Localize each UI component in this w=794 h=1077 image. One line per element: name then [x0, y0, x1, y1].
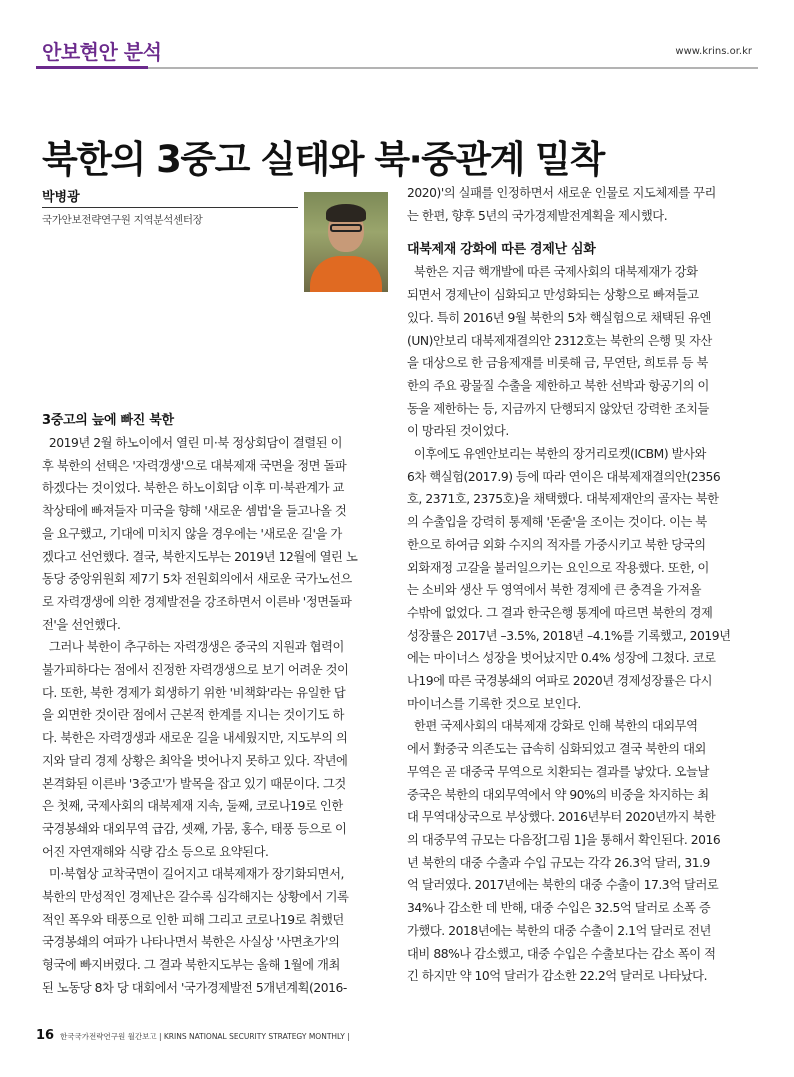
author-name: 박병광 — [42, 190, 80, 205]
body-text-line: 는 소비와 생산 두 영역에서 북한 경제에 큰 충격을 가져올 — [407, 583, 701, 598]
body-text-line: 을 외면한 것이란 점에서 근본적 한계를 지니는 것이기도 하 — [42, 708, 344, 723]
body-text-line: 국경봉쇄의 여파가 나타나면서 북한은 사실상 '사면초가'의 — [42, 935, 340, 950]
body-text-line: 북한은 지금 핵개발에 따른 국제사회의 대북제재가 강화 — [407, 265, 698, 280]
body-text-line: 이후에도 유엔안보리는 북한의 장거리로켓(ICBM) 발사와 — [407, 447, 706, 462]
body-text-line: 무역은 곧 대중국 무역으로 치환되는 결과를 낳았다. 오늘날 — [407, 764, 709, 779]
body-text-line: 미·북협상 교착국면이 길어지고 대북제재가 장기화되면서, — [42, 867, 344, 882]
body-text-line: 가했다. 2018년에는 북한의 대중 수출이 2.1억 달러로 전년 — [407, 923, 711, 938]
body-text-line: 에서 對중국 의존도는 급속히 심화되었고 결국 북한의 대외 — [407, 742, 706, 757]
body-text-line: 본격화된 이른바 '3중고'가 발목을 잡고 있기 때문이다. 그것 — [42, 776, 346, 791]
body-text-line: 후 북한의 선택은 '자력갱생'으로 대북제재 국면을 정면 돌파 — [42, 458, 347, 473]
body-text-line: 전'을 선언했다. — [42, 617, 121, 632]
section-label: 안보현안 분석 — [42, 40, 162, 64]
body-text-line: 외화재정 고갈을 불러일으키는 요인으로 작용했다. 또한, 이 — [407, 560, 709, 575]
left-column — [42, 410, 388, 1000]
body-text-line: 불가피하다는 점에서 진정한 자력갱생으로 보기 어려운 것이 — [42, 663, 349, 678]
section-heading-triple-hardship: 3중고의 늪에 빠진 북한 — [42, 413, 174, 428]
body-text-line: 대비 88%나 감소했고, 대중 수입은 수출보다는 감소 폭이 적 — [407, 946, 716, 961]
body-text-line: 호, 2371호, 2375호)을 채택했다. 대북제재안의 골자는 북한 — [407, 492, 719, 507]
body-text-line: 되면서 경제난이 심화되고 만성화되는 상황으로 빠져들고 — [407, 288, 699, 303]
body-text-line: 겠다고 선언했다. 결국, 북한지도부는 2019년 12월에 열린 노 — [42, 549, 358, 564]
page-header — [36, 34, 758, 74]
body-text-line: 로 자력갱생에 의한 경제발전을 강조하면서 이른바 '정면돌파 — [42, 594, 352, 609]
body-text-line: 성장률은 2017년 –3.5%, 2018년 –4.1%를 기록했고, 2019년 — [407, 628, 731, 643]
body-text-line: 중국은 북한의 대외무역에서 약 90%의 비중을 차지하는 최 — [407, 787, 709, 802]
body-text-line: 국경봉쇄와 대외무역 급감, 셋째, 가뭄, 홍수, 태풍 등으로 이 — [42, 821, 347, 836]
body-text-line: 형국에 빠지버렸다. 그 결과 북한지도부는 올해 1월에 개최 — [42, 958, 340, 973]
body-text-line: 한의 주요 광물질 수출을 제한하고 북한 선박과 항공기의 이 — [407, 378, 709, 393]
body-text-line: 는 한편, 향후 5년의 국가경제발전계획을 제시했다. — [407, 208, 668, 223]
body-text-line: 있다. 특히 2016년 9월 북한의 5차 핵실험으로 채택된 유엔 — [407, 310, 711, 325]
body-text-line: 대 무역대상국으로 부상했다. 2016년부터 2020년까지 북한 — [407, 810, 716, 825]
right-column — [407, 182, 753, 988]
body-text-line: 이 망라된 것이었다. — [407, 424, 509, 439]
body-text-line: 의 수출입을 강력히 통제해 '돈줄'을 조이는 것이다. 이는 북 — [407, 515, 707, 530]
body-text-line: 지와 달리 경제 상황은 최악을 벗어나지 못하고 있다. 작년에 — [42, 753, 348, 768]
body-text-line: 억 달러였다. 2017년에는 북한의 대중 수출이 17.3억 달러로 — [407, 878, 719, 893]
body-text-line: 2020)'의 실패를 인정하면서 새로운 인물로 지도체제를 꾸리 — [407, 186, 716, 200]
page-number: 16 — [36, 1028, 55, 1043]
body-text-line: 을 요구했고, 기대에 미치지 않을 경우에는 '새로운 길'을 가 — [42, 526, 342, 541]
body-text-line: 다. 또한, 북한 경제가 회생하기 위한 '비책화'라는 유일한 답 — [42, 685, 346, 700]
body-text-line: 동을 제한하는 등, 지금까지 단행되지 않았던 강력한 조치들 — [407, 401, 709, 416]
body-text-line: (UN)안보리 대북제재결의안 2312호는 북한의 은행 및 자산 — [407, 333, 712, 348]
author-photo — [304, 192, 388, 292]
body-text-line: 2019년 2월 하노이에서 열린 미·북 정상회담이 결렬된 이 — [42, 436, 343, 450]
body-text-line: 6차 핵실험(2017.9) 등에 따라 연이은 대북제재결의안(2356 — [407, 469, 721, 484]
body-text-line: 하겠다는 것이었다. 북한은 하노이회담 이후 미·북관계가 교 — [42, 481, 344, 496]
body-text-line: 적인 폭우와 태풍으로 인한 피해 그리고 코로나19로 취했던 — [42, 912, 344, 927]
body-text-line: 의 대중무역 규모는 다음장[그림 1]을 통해서 확인된다. 2016 — [407, 832, 721, 847]
publication-name: 한국국가전략연구원 월간보고 | KRINS NATIONAL SECURITY STRATEGY MONTHLY | — [60, 1032, 350, 1041]
body-text-line: 동당 중앙위원회 제7기 5차 전원회의에서 새로운 국가노선으 — [42, 572, 352, 587]
author-affiliation: 국가안보전략연구원 지역분석센터장 — [42, 214, 203, 226]
body-text-line: 긴 하지만 약 10억 달러가 감소한 22.2억 달러로 나타났다. — [407, 969, 708, 984]
body-text-line: 북한의 만성적인 경제난은 갈수록 심각해지는 상황에서 기록 — [42, 890, 349, 905]
section-heading-sanctions: 대북제재 강화에 따른 경제난 심화 — [407, 242, 596, 258]
author-block — [42, 186, 388, 296]
body-text-line: 된 노동당 8차 당 대회에서 '국가경제발전 5개년계획(2016- — [42, 980, 347, 995]
body-text-line: 수밖에 없었다. 그 결과 한국은행 통계에 따르면 북한의 경제 — [407, 605, 713, 620]
body-text-line: 그러나 북한이 추구하는 자력갱생은 중국의 지원과 협력이 — [42, 640, 344, 655]
body-text-line: 34%나 감소한 데 반해, 대중 수입은 32.5억 달러로 소폭 증 — [407, 901, 711, 916]
body-text-line: 어진 자연재해와 식량 감소 등으로 요약된다. — [42, 844, 269, 859]
body-text-line: 을 대상으로 한 금융제재를 비롯해 금, 무연탄, 희토류 등 북 — [407, 356, 708, 371]
body-text-line: 착상태에 빠져들자 미국을 향해 '새로운 셈법'을 들고나올 것 — [42, 504, 347, 519]
page-footer — [36, 1028, 758, 1048]
body-text-line: 년 북한의 대중 수출과 수입 규모는 각각 26.3억 달러, 31.9 — [407, 855, 710, 870]
body-text-line: 은 첫째, 국제사회의 대북제재 지속, 둘째, 코로나19로 인한 — [42, 799, 343, 814]
body-text-line: 나19에 따른 국경봉쇄의 여파로 2020년 경제성장률은 다시 — [407, 674, 713, 689]
body-text-line: 에는 마이너스 성장을 벗어났지만 0.4% 성장에 그쳤다. 코로 — [407, 651, 716, 666]
body-text-line: 한으로 하여금 외화 수지의 적자를 가중시키고 북한 당국의 — [407, 537, 706, 552]
site-url[interactable]: www.krins.or.kr — [675, 46, 752, 57]
body-text-line: 마이너스를 기록한 것으로 보인다. — [407, 696, 581, 711]
article-title: 북한의 3중고 실태와 북·중관계 밀착 — [42, 137, 604, 181]
author-divider — [42, 207, 298, 208]
header-accent-bar — [36, 66, 148, 69]
body-text-line: 다. 북한은 자력갱생과 새로운 길을 내세웠지만, 지도부의 의 — [42, 731, 348, 746]
body-text-line: 한편 국제사회의 대북제재 강화로 인해 북한의 대외무역 — [407, 719, 698, 734]
